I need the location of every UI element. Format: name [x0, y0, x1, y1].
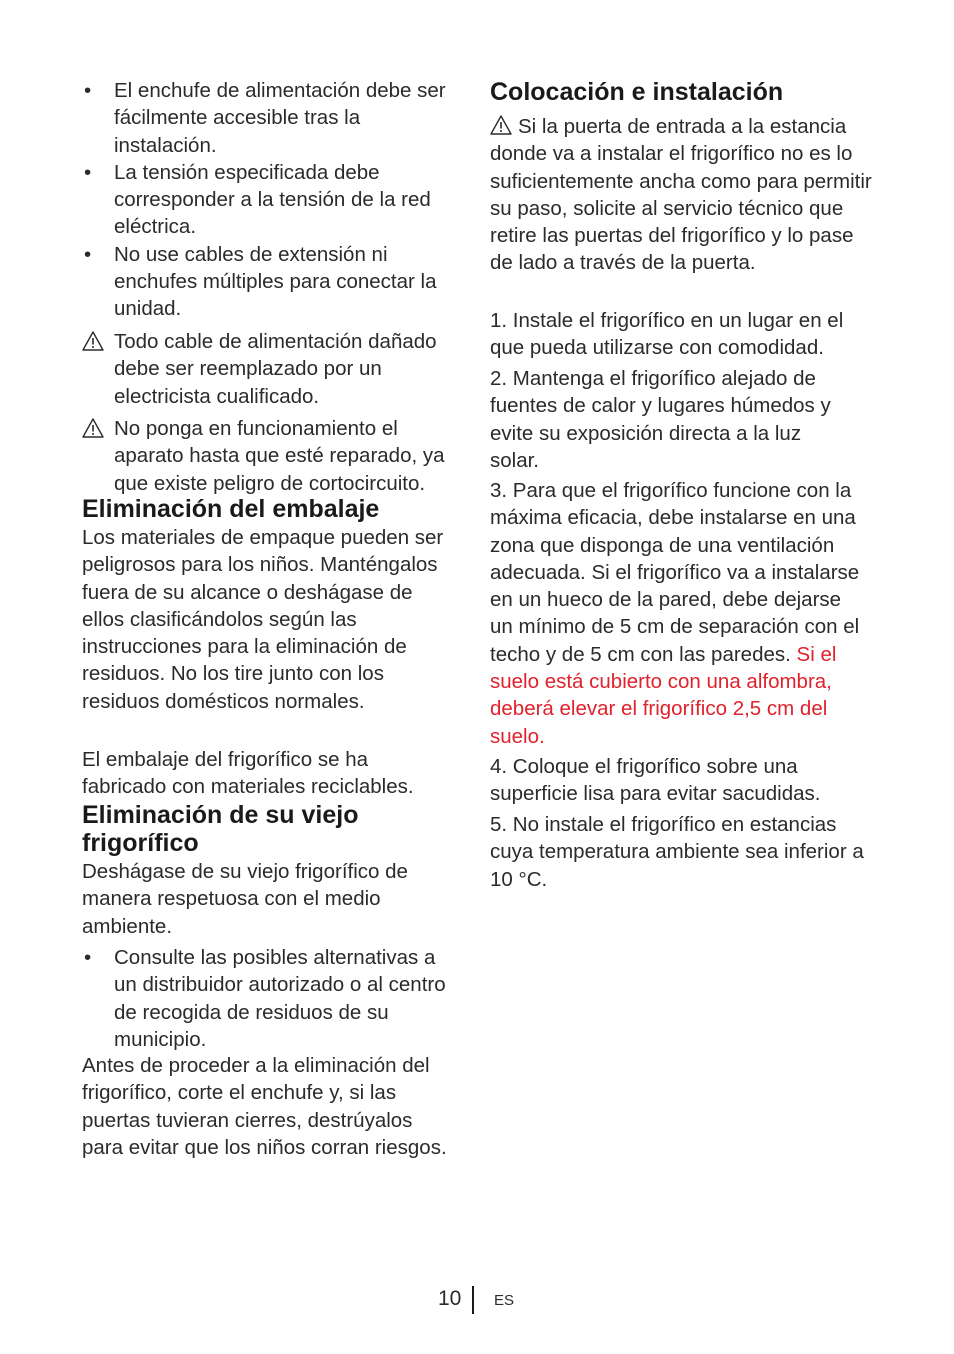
- bullet-icon: •: [84, 242, 92, 266]
- installation-item-3: [490, 477, 868, 750]
- warning-triangle-icon: [82, 418, 104, 438]
- packaging-paragraph-1: Los materiales de empaque pueden ser peligrosos para los niños. Manténgalos fuera de su alcance o deshágase de ellos clasificándolos según las instrucciones para la eliminación de residuos. No los tire junto con los residuos domésticos normales.: [82, 526, 444, 713]
- bullet-list-disposal: [82, 944, 462, 1053]
- installation-warning-text: Si la puerta de entrada a la estancia donde va a instalar el frigorífico no es lo suficientemente ancha como para permitir su paso, solicite al servicio técnico que retire las puertas del frigorífico y lo pase de lado a través de la puerta.: [490, 115, 872, 275]
- installation-item-1: 1. Instale el frigorífico en un lugar en el que pueda utilizarse con comodidad.: [490, 309, 844, 360]
- warning-text: No ponga en funcionamiento el aparato hasta que esté reparado, ya que existe peligro de cortocircuito.: [114, 417, 445, 495]
- warning-triangle-icon: [82, 331, 104, 351]
- section-heading-installation: Colocación e instalación: [490, 78, 784, 106]
- warning-note: [82, 328, 462, 410]
- list-item: [82, 241, 462, 323]
- installation-warning: [490, 113, 878, 277]
- list-item-text: No use cables de extensión ni enchufes múltiples para conectar la unidad.: [114, 242, 437, 321]
- section-heading-packaging: Eliminación del embalaje: [82, 495, 380, 523]
- language-code: ES: [494, 1292, 515, 1309]
- installation-item-2: 2. Mantenga el frigorífico alejado de fuentes de calor y lugares húmedos y evite su exposición directa a la luz solar.: [490, 367, 831, 472]
- disposal-paragraph-2: Antes de proceder a la eliminación del frigorífico, corte el enchufe y, si las puertas tuvieran cierres, destrúyalos para evitar que los niños corran riesgos.: [82, 1054, 447, 1159]
- installation-item-3-highlight: Si el suelo está cubierto con una alfombra, deberá elevar el frigorífico 2,5 cm del suelo.: [490, 642, 837, 748]
- list-item-text: La tensión especificada debe corresponder a la tensión de la red eléctrica.: [114, 160, 431, 239]
- bullet-list-top: [82, 77, 462, 323]
- installation-item-3-text: 3. Para que el frigorífico funcione con la máxima eficacia, debe instalarse en una zona que disponga de una ventilación adecuada. Si el frigorífico va a instalarse en un hueco de la pared, debe dejarse un mínimo de 5 cm de separación con el techo y de 5 cm con las paredes.: [490, 479, 860, 666]
- list-item: [82, 77, 462, 159]
- list-item-text: El enchufe de alimentación debe ser fácilmente accesible tras la instalación.: [114, 79, 446, 157]
- bullet-icon: •: [84, 79, 92, 102]
- page-number: 10: [438, 1287, 462, 1310]
- footer-divider: [472, 1286, 474, 1314]
- bullet-icon: •: [84, 946, 92, 969]
- installation-item-5: 5. No instale el frigorífico en estancias cuya temperatura ambiente sea inferior a 10 °C.: [490, 813, 864, 891]
- installation-item-4: 4. Coloque el frigorífico sobre una superficie lisa para evitar sacudidas.: [490, 755, 821, 806]
- disposal-paragraph-1: Deshágase de su viejo frigorífico de manera respetuosa con el medio ambiente.: [82, 860, 408, 938]
- warning-text: Todo cable de alimentación dañado debe ser reemplazado por un electricista cualificado.: [114, 330, 437, 408]
- bullet-icon: •: [84, 160, 92, 184]
- list-item: [82, 944, 462, 1053]
- list-item-text: Consulte las posibles alternativas a un distribuidor autorizado o al centro de recogida de residuos de su municipio.: [114, 946, 446, 1051]
- warning-note: [82, 415, 462, 497]
- section-heading-disposal: Eliminación de su viejo frigorífico: [82, 801, 359, 857]
- list-item: [82, 159, 462, 241]
- packaging-paragraph-2: El embalaje del frigorífico se ha fabricado con materiales reciclables.: [82, 748, 414, 799]
- warning-triangle-icon: [490, 115, 512, 135]
- page-footer: [0, 1284, 954, 1314]
